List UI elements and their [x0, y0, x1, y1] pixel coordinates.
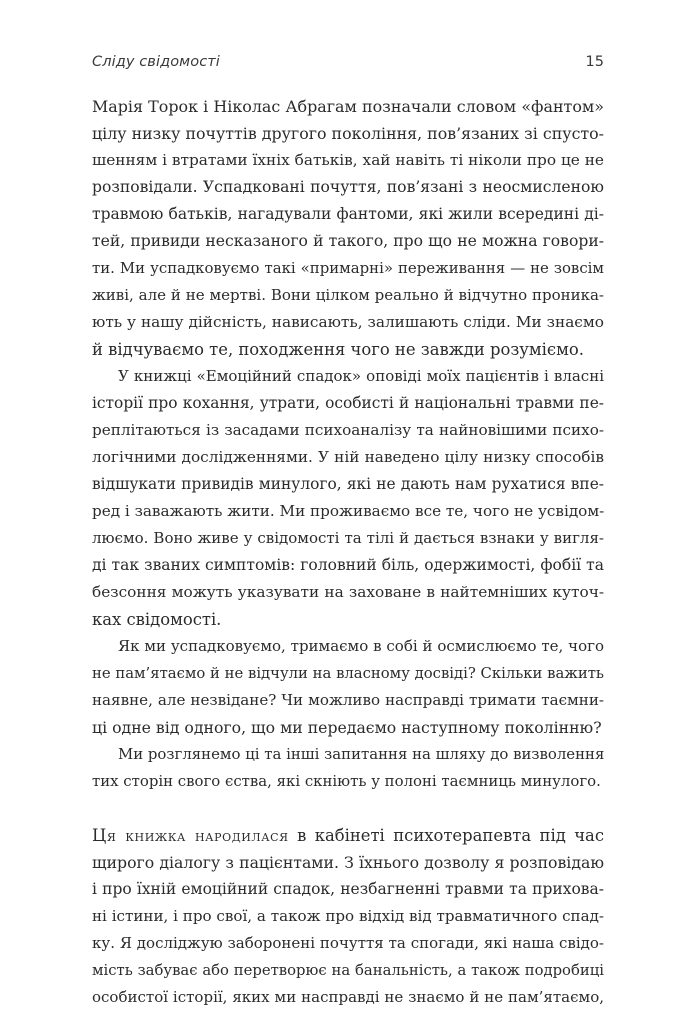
text-line: Ми розглянемо ці та інші запитання на шляху до визволення — [118, 745, 605, 763]
text-line: безсоння можуть указувати на заховане в найтемніших куточ- — [92, 583, 604, 601]
section-break — [92, 795, 604, 822]
text-line: ні істини, і про свої, а також про відхід від травматичного спад- — [92, 907, 604, 925]
lead-in-rest: в кабінеті психотерапевта під час — [288, 826, 605, 845]
paragraph-4 — [92, 741, 604, 795]
page-number: 15 — [585, 54, 604, 70]
text-line: ках свідомості. — [92, 610, 222, 629]
body-text — [92, 93, 604, 1011]
running-head — [92, 54, 604, 74]
text-line: травмою батьків, нагадували фантоми, які жили всередині ді- — [92, 205, 604, 223]
text-line — [92, 822, 604, 849]
lead-in-smallcaps: Ця книжка народилася — [92, 826, 289, 845]
paragraph-1 — [92, 93, 604, 363]
text-line: У книжці «Емоційний спадок» оповіді моїх пацієнтів і власні — [118, 367, 604, 385]
text-line: історії про кохання, утрати, особисті й національні травми пе- — [92, 394, 604, 412]
paragraph-2 — [92, 363, 604, 633]
text-line: цілу низку почуттів другого покоління, пов’язаних зі спусто- — [92, 124, 604, 143]
text-line: реплітаються із засадами психоаналізу та найновішими психо- — [92, 421, 604, 439]
text-line: Марія Торок і Ніколас Абрагам позначали словом «фантом» — [92, 97, 604, 116]
running-title: Сліду свідомості — [92, 54, 220, 70]
text-line: і про їхній емоційний спадок, незбагненні травми та прихова- — [92, 880, 604, 898]
text-line: й відчуваємо те, походження чого не завжди розуміємо. — [92, 340, 584, 359]
text-line: ти. Ми успадковуємо такі «примарні» переживання — не зовсім — [92, 259, 604, 277]
text-line: щирого діалогу з пацієнтами. З їхнього дозволу я розповідаю — [92, 853, 604, 872]
text-line: ді так званих симптомів: головний біль, одержимості, фобії та — [92, 556, 604, 574]
text-line: логічними дослідженнями. У ній наведено цілу низку способів — [92, 448, 604, 466]
text-line: особистої історії, яких ми насправді не знаємо й не пам’ятаємо, — [92, 988, 604, 1006]
text-line: ку. Я досліджую заборонені почуття та спогади, які наша свідо- — [92, 934, 604, 952]
text-line: розповідали. Успадковані почуття, пов’язані з неосмисленою — [92, 178, 604, 196]
text-line: мість забуває або перетворює на банальність, а також подробиці — [92, 962, 604, 979]
text-line: наявне, але незвідане? Чи можливо насправді тримати таємни- — [92, 691, 604, 709]
text-line: тих сторін свого єства, які скніють у полоні таємниць минулого. — [92, 772, 601, 790]
text-line: живі, але й не мертві. Вони цілком реально й відчутно проника- — [92, 286, 604, 304]
text-line: відшукати привидів минулого, які не дають нам рухатися впе- — [92, 475, 604, 493]
text-line: шенням і втратами їхніх батьків, хай навіть ті ніколи про це не — [92, 151, 604, 169]
text-line: ють у нашу дійсність, нависають, залишають сліди. Ми знаємо — [92, 313, 604, 331]
text-line: ред і заважають жити. Ми проживаємо все те, чого не усвідом- — [92, 502, 605, 520]
text-line: Як ми успадковуємо, тримаємо в собі й осмислюємо те, чого — [118, 637, 604, 655]
text-line: не пам’ятаємо й не відчули на власному досвіді? Скільки важить — [92, 665, 604, 682]
text-line: тей, привиди несказаного й такого, про що не можна говори- — [92, 232, 604, 250]
paragraph-3 — [92, 633, 604, 741]
text-line: ці одне від одного, що ми передаємо наступному поколінню? — [92, 718, 602, 737]
text-line: люємо. Воно живе у свідомості та тілі й дається взнаки у вигля- — [92, 529, 604, 547]
section-2-paragraph — [92, 822, 604, 1011]
